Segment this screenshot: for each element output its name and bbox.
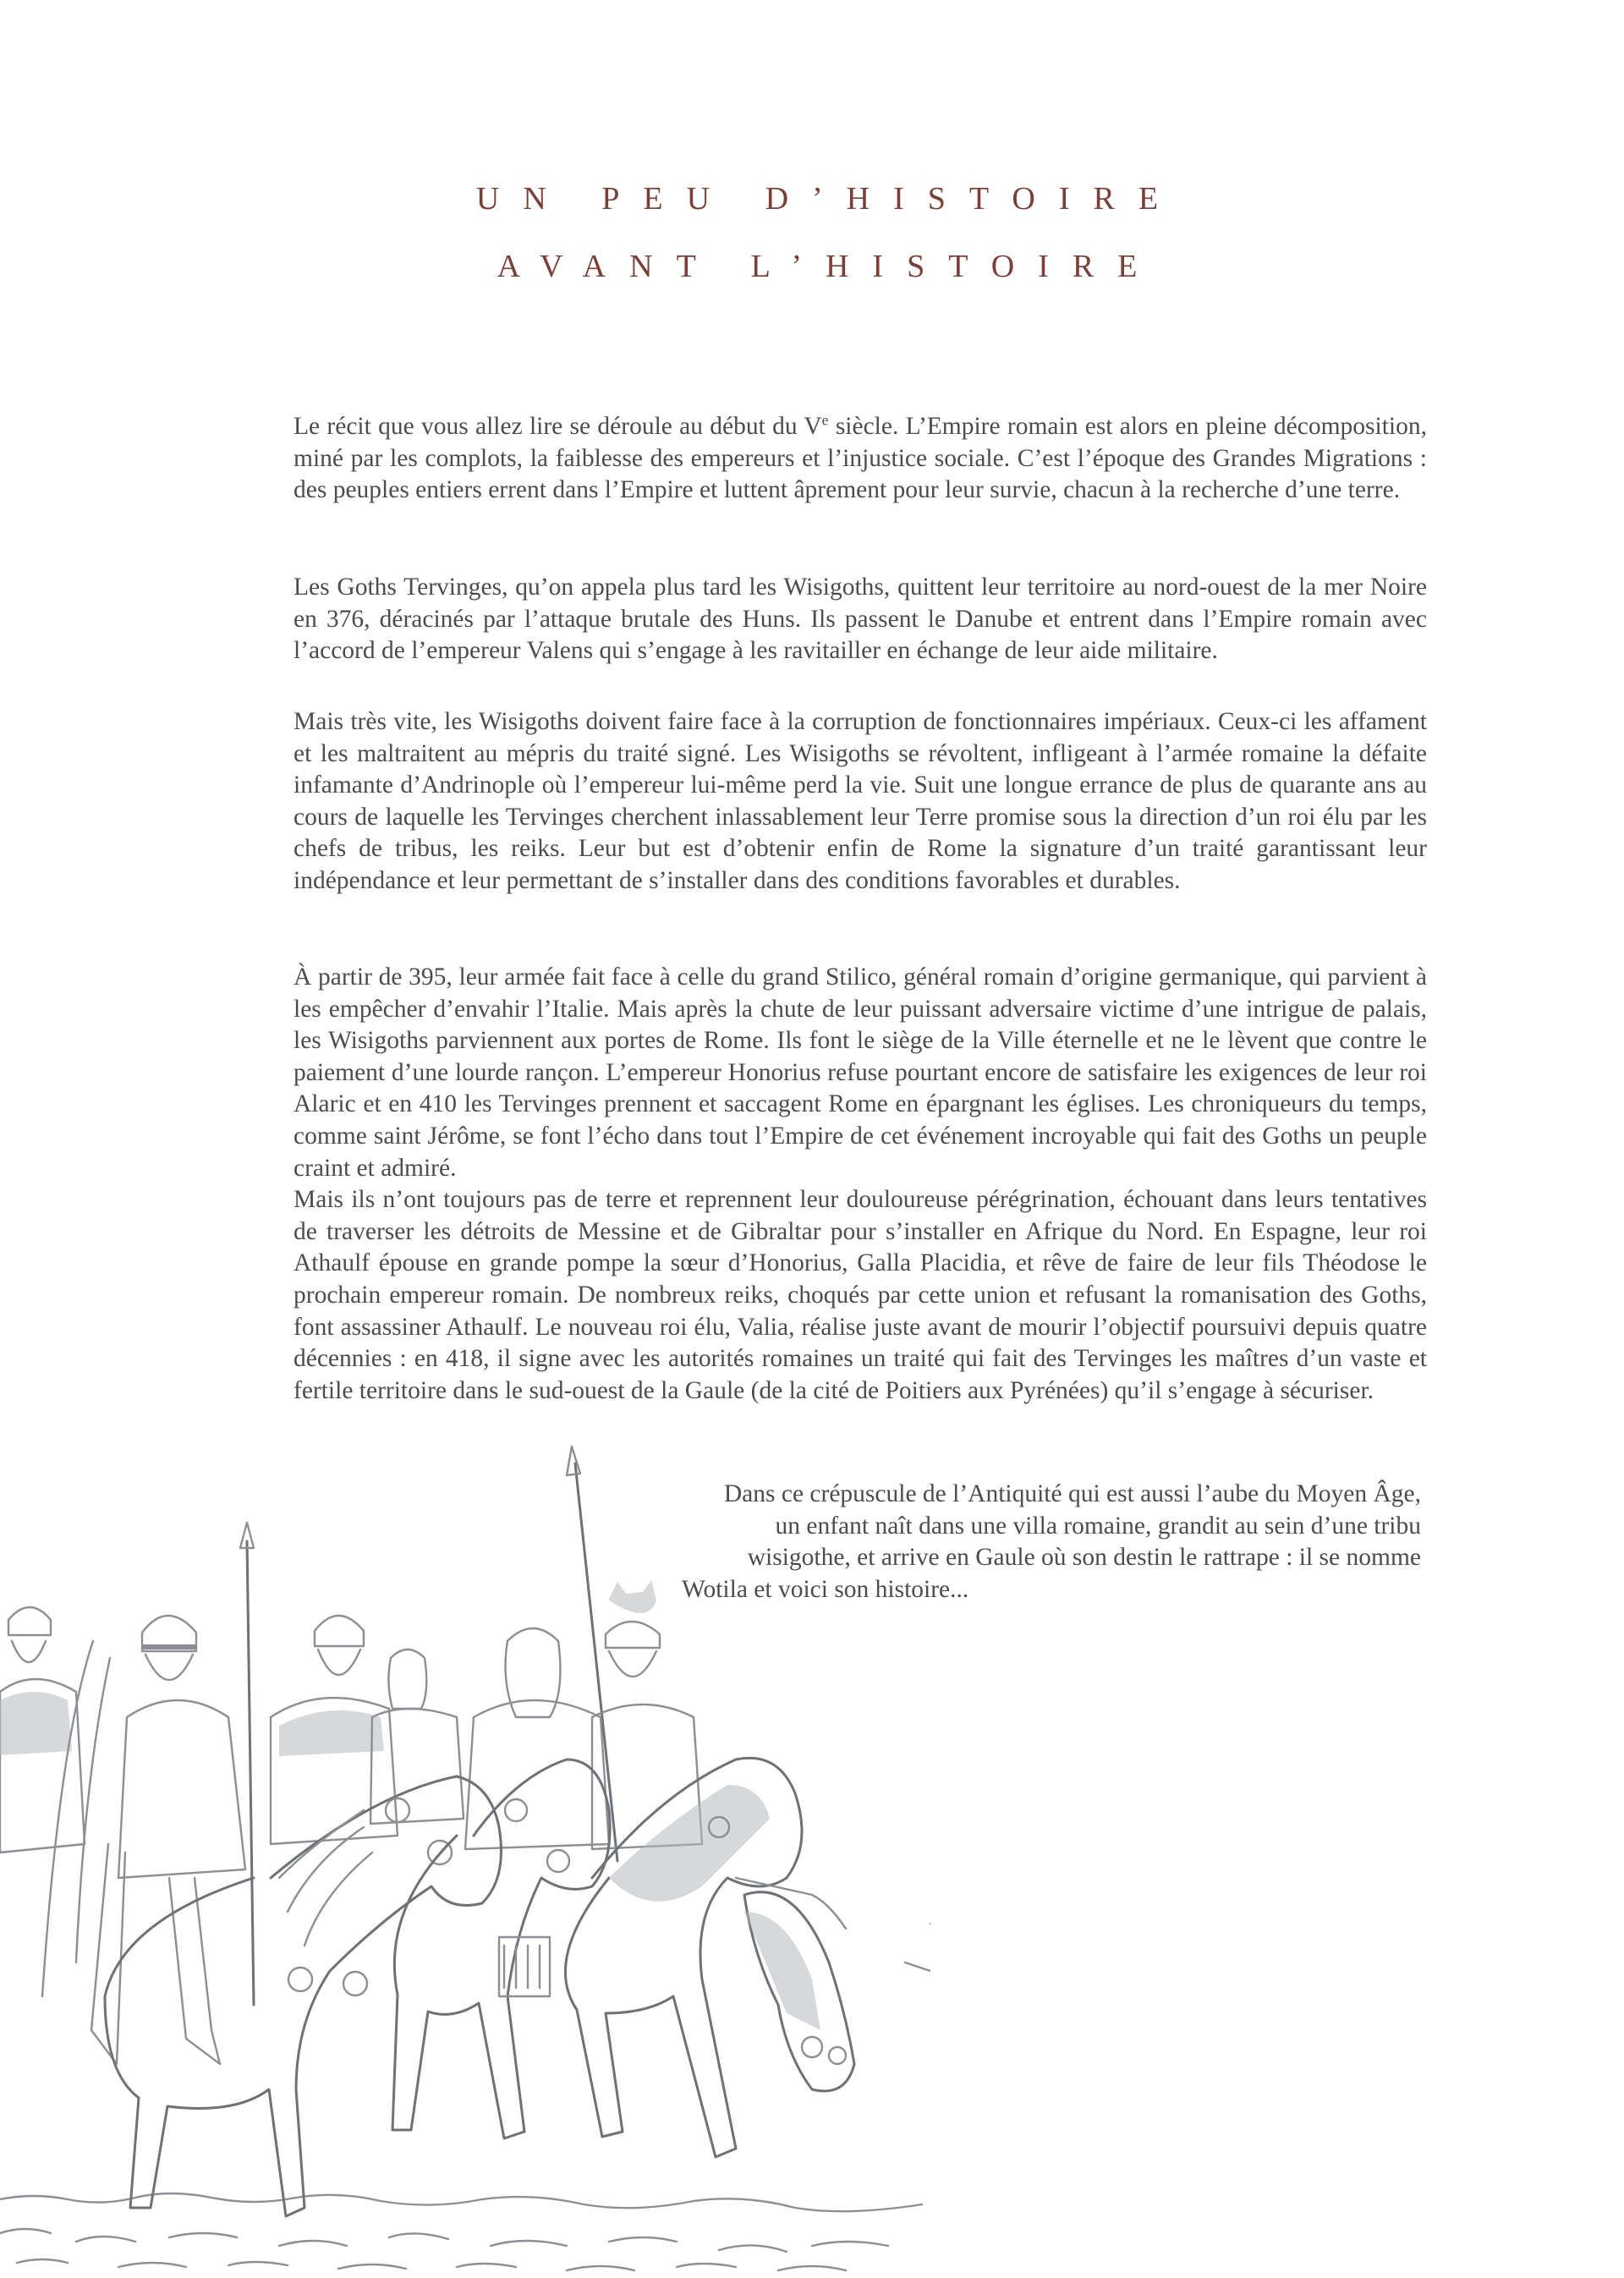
warrior-mustached (465, 1628, 609, 1849)
cobblestone-ground (0, 2193, 922, 2270)
closing-line-3: wisigothe, et arrive en Gaule où son destin le rattrape : il se nomme (747, 1544, 1421, 1572)
century-superscript: e (821, 411, 829, 429)
paragraph-rome-sack: À partir de 395, leur armée fait face à celle du grand Stilico, général romain d’origine germanique, qui parvient à les empêcher d’envahir l’Italie. Mais après la chute de leur puissant adversaire victime d’une intrigue de palais, les Wisigoths parviennent aux portes de Rome. Ils font le siège de la Ville éternelle et ne le lèvent que contre le paiement d’une lourde rançon. L’empereur Honorius refuse pourtant encore de satisfaire les exigences de leur roi Alaric et en 410 les Tervinges prennent et saccagent Rome en épargnant les églises. Les chroniqueurs du temps, comme saint Jérôme, se font l’écho dans tout l’Empire de cet événement incroyable qui fait des Goths un peuple craint et admiré. (294, 963, 1427, 1182)
closing-line-2: un enfant naît dans une villa romaine, grandit au sein d’une tribu (775, 1512, 1421, 1540)
paragraph-tervinges: Les Goths Tervinges, qu’on appela plus tard les Wisigoths, quittent leur territoire au nord-ouest de la mer Noire en 376, déracinés par l’attaque brutale des Huns. Ils passent le Danube et entrent dans l’Empire romain avec l’accord de l’empereur Valens qui s’engage à les ravitailler en échange de leur aide militaire. (294, 574, 1427, 665)
horse-head-lowered (744, 1892, 854, 2091)
walking-man (905, 1810, 930, 2215)
closing-line-4: Wotila et voici son histoire... (682, 1575, 969, 1603)
paragraph-rome-settlement: Mais ils n’ont toujours pas de terre et reprennent leur douloureuse pérégrination, échouant dans leurs tentatives de traverser les détroits de Messine et de Gibraltar pour s’installer en Afrique du Nord. En Espagne, leur roi Athaulf épouse en grande pompe la sœur d’Honorius, Galla Placidia, et rêve de faire de leur fils Théodose le prochain empereur romain. De nombreux reiks, choqués par cette union et refusant la romanisation des Goths, font assassiner Athaulf. Le nouveau roi élu, Valia, réalise juste avant de mourir l’objectif poursuivi depuis quatre décennies : en 418, il signe avec les autorités romaines un traité qui fait des Tervinges les maîtres d’un vaste et fertile territoire dans le sud-ouest de la Gaule (de la cité de Poitiers aux Pyrénées) qu’il s’engage à sécuriser. (294, 1186, 1427, 1404)
paragraph-rome (294, 962, 1427, 1407)
horse-middle (392, 1759, 610, 2138)
page-title-line-1: UN PEU D’HISTOIRE (475, 181, 1182, 217)
pencil-drawing (0, 1438, 930, 2274)
paragraph-revolt: Mais très vite, les Wisigoths doivent faire face à la corruption de fonctionnaires impériaux. Ceux-ci les affament et les maltraitent au mépris du traité signé. Les Wisigoths se révoltent, infligeant à l’armée romaine la défaite infamante d’Andrinople où l’empereur lui-même perd la vie. Suit une longue errance de plus de quarante ans au cours de laquelle les Tervinges cherchent inlassablement leur Terre promise sous la direction d’un roi élu par les chefs de tribus, les reiks. Leur but est d’obtenir enfin de Rome la signature d’un traité garantissant leur indépendance et leur permettant de s’installer dans des conditions favorables et durables. (294, 708, 1427, 894)
paragraph-intro-rest: siècle. L’Empire romain est alors en pleine décomposition, miné par les complots, la faiblesse des empereurs et l’injustice sociale. C’est l’époque des Grandes Migrations : des peuples entiers errent dans l’Empire et luttent âprement pour leur survie, chacun à la recherche d’une terre. (294, 413, 1427, 504)
paragraph-intro-start: Le récit que vous allez lire se déroule au début du V (294, 413, 822, 440)
illustration-riders (0, 1438, 930, 2274)
warrior-bearded (271, 1616, 398, 1844)
warrior-young (370, 1649, 464, 1824)
warrior-leader (42, 1616, 245, 2064)
paragraph-intro (294, 411, 1427, 507)
page-title-line-2: AVANT L’HISTOIRE (497, 249, 1161, 284)
closing-line-1: Dans ce crépuscule de l’Antiquité qui est aussi l’aube du Moyen Âge, (723, 1480, 1421, 1507)
